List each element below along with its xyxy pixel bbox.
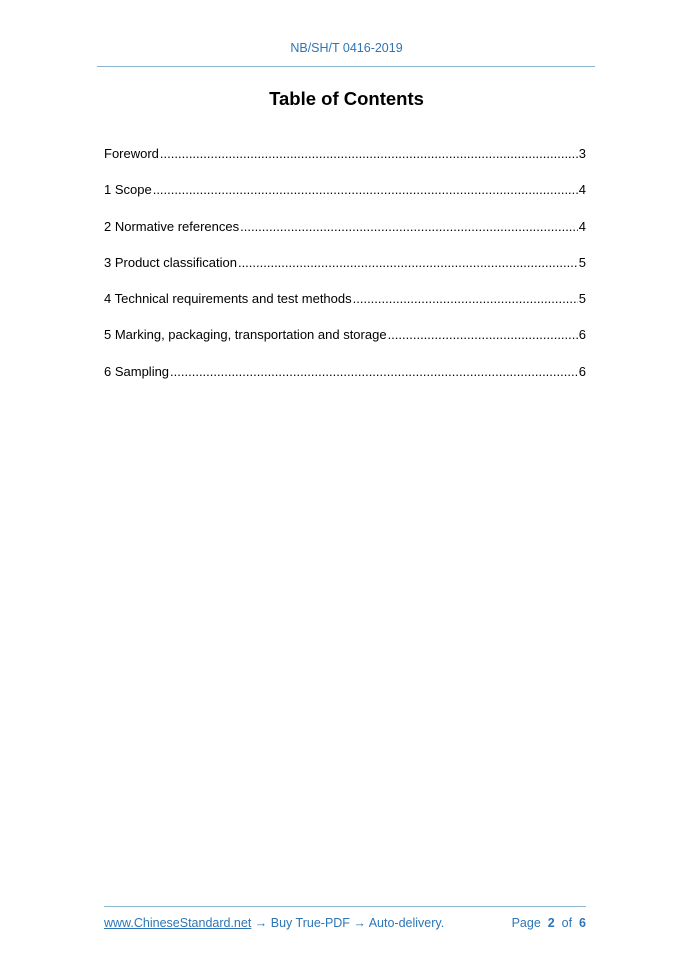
toc-dot-leader	[170, 363, 578, 381]
header-divider	[97, 66, 595, 67]
toc-entry-page: 6	[578, 327, 586, 343]
toc-entry-title: 1 Scope	[104, 182, 152, 198]
footer-page-label: Page	[511, 916, 541, 930]
toc-entry-sampling[interactable]	[104, 363, 586, 399]
toc-entry-title: 2 Normative references	[104, 218, 240, 234]
toc-entry-normative-references[interactable]	[104, 218, 586, 254]
footer-promo	[104, 916, 444, 930]
toc-dot-leader	[153, 181, 578, 199]
toc-entry-title: 3 Product classification	[104, 254, 237, 270]
toc-entry-page: 4	[578, 218, 586, 234]
toc-entry-product-classification[interactable]	[104, 254, 586, 290]
footer-page-indicator	[512, 916, 586, 930]
toc-dot-leader	[388, 326, 578, 344]
toc-entry-title: 4 Technical requirements and test methods	[104, 291, 352, 307]
toc-entry-page: 5	[578, 254, 586, 270]
toc-list	[104, 145, 586, 399]
header-standard-code: NB/SH/T 0416-2019	[290, 41, 403, 55]
toc-entry-page: 5	[578, 291, 586, 307]
toc-entry-page: 6	[578, 363, 586, 379]
toc-dot-leader	[160, 145, 578, 163]
toc-dot-leader	[353, 290, 578, 308]
footer-of-label: of	[561, 916, 573, 930]
toc-entry-title: 6 Sampling	[104, 363, 170, 379]
footer-current-page: 2	[547, 916, 555, 930]
footer-site-link[interactable]: www.ChineseStandard.net	[104, 916, 252, 930]
footer-total-pages: 6	[579, 916, 586, 930]
toc-entry-technical-requirements[interactable]	[104, 290, 586, 326]
toc-heading: Table of Contents	[269, 88, 424, 109]
toc-entry-page: 4	[578, 182, 586, 198]
toc-entry-title: Foreword	[104, 146, 159, 161]
footer-divider	[104, 906, 586, 907]
toc-entry-scope[interactable]	[104, 181, 586, 217]
toc-entry-foreword[interactable]	[104, 145, 586, 181]
toc-entry-title: 5 Marking, packaging, transportation and storage	[104, 327, 387, 343]
footer	[104, 916, 586, 930]
toc-entry-page: 3	[578, 146, 586, 161]
toc-entry-marking-packaging[interactable]	[104, 326, 586, 362]
toc-dot-leader	[240, 218, 578, 236]
toc-dot-leader	[238, 254, 578, 272]
footer-tagline: → Buy True-PDF → Auto-delivery.	[251, 916, 445, 930]
